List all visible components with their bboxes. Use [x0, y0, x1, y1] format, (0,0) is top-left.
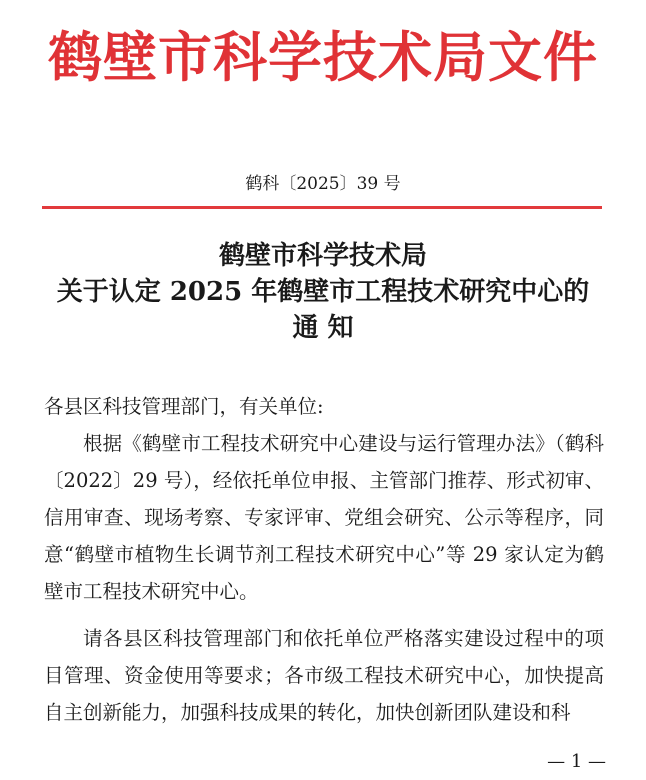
red-divider-rule [42, 206, 602, 209]
agency-header-title: 鹤壁市科学技术局文件 [48, 26, 598, 89]
salutation: 各县区科技管理部门，有关单位: [44, 395, 324, 418]
notice-title-line-3: 通 知 [292, 313, 354, 343]
notice-title-line-1: 鹤壁市科学技术局 [218, 241, 427, 271]
notice-title [0, 238, 646, 346]
body-paragraph-2: 请各县区科技管理部门和依托单位严格落实建设过程中的项目管理、资金使用等要求；各市级工程技术研究中心，加快提高自主创新能力，加强科技成果的转化，加快创新团队建设和科 [44, 627, 604, 724]
document-number: 鹤科〔2025〕39 号 [245, 174, 401, 194]
body-paragraph-1: 根据《鹤壁市工程技术研究中心建设与运行管理办法》（鹤科〔2022〕29 号），经依托单位申报、主管部门推荐、形式初审、信用审查、现场考察、专家评审、党组会研究、公示等程序，同意“鹤壁市植物生长调节剂工程技术研究中心”等 29 家认定为鹤壁市工程技术研究中心。 [44, 432, 604, 603]
page-number: — 1 — [547, 751, 606, 772]
notice-title-line-2: 关于认定 2025 年鹤壁市工程技术研究中心的 [56, 277, 590, 307]
